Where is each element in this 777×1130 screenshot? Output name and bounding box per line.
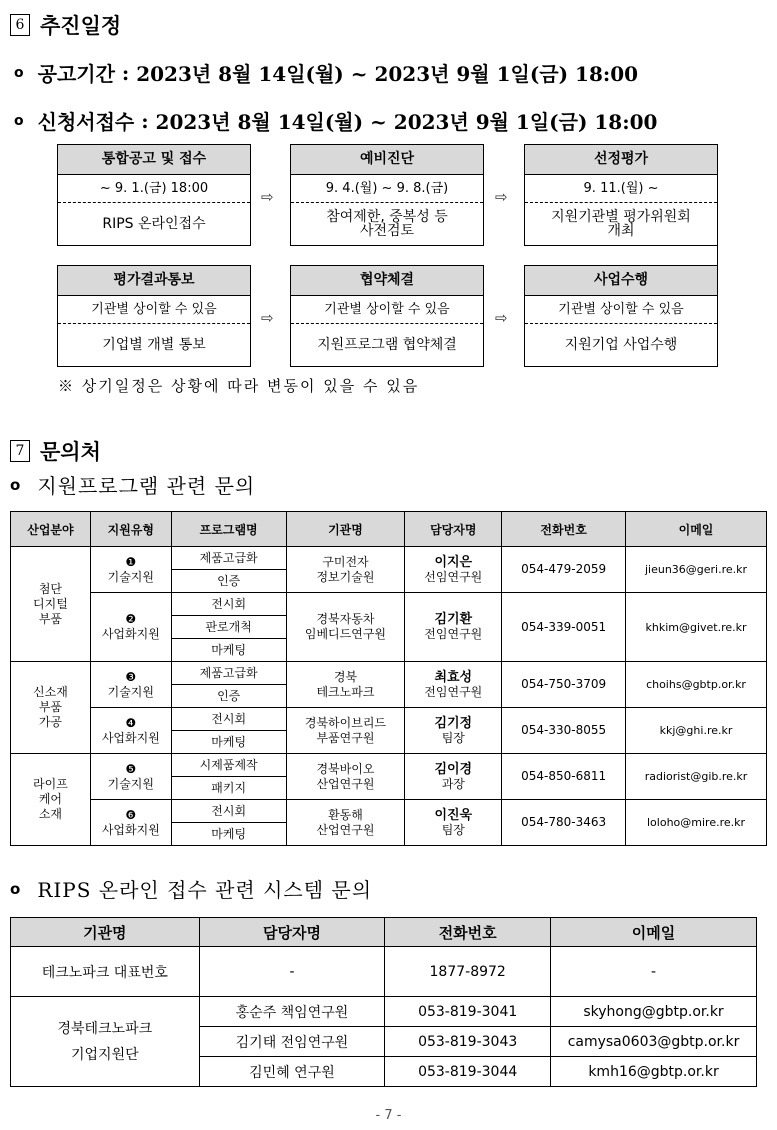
subheading-text: RIPS 온라인 접수 관련 시스템 문의 (37, 878, 373, 902)
bullet-marker: o (10, 879, 22, 898)
section-6-heading (10, 10, 121, 40)
org-cell: 경북자동차 임베디드연구원 (286, 593, 405, 662)
person-cell (405, 593, 502, 662)
flow-step-3 (524, 144, 718, 246)
phone-cell: 1877-8972 (385, 947, 551, 997)
org-cell: 경북바이오 산업연구원 (286, 754, 405, 800)
program-cell: 전시회 (171, 800, 286, 823)
bullet-marker: o (10, 475, 22, 494)
org-cell: 구미전자 정보기술원 (286, 547, 405, 593)
program-cell: 인증 (171, 685, 286, 708)
table-header-row (11, 512, 767, 547)
person-title: 전임연구원 (424, 684, 483, 699)
person-cell (405, 800, 502, 846)
header-cell: 기관명 (286, 512, 405, 547)
support-type-cell (90, 593, 171, 662)
header-cell: 담당자명 (199, 918, 385, 947)
flow-step-1 (57, 144, 251, 246)
email-cell: choihs@gbtp.or.kr (626, 662, 767, 708)
support-type: 기술지원 (107, 569, 154, 584)
flow-step-desc: 참여제한, 중복성 등 사전검토 (326, 209, 448, 239)
person-cell (405, 662, 502, 708)
flow-step-6 (524, 265, 718, 367)
phone-cell: 053-819-3044 (385, 1057, 551, 1087)
section-title: 추진일정 (40, 14, 122, 38)
bullet-value: 2023년 8월 14일(월) ~ 2023년 9월 1일(금) 18:00 (155, 110, 658, 134)
sector-cell: 첨단 디지털 부품 (11, 547, 91, 662)
program-cell: 패키지 (171, 777, 286, 800)
bullet-label: 공고기간 (37, 62, 115, 86)
email-cell: kkj@ghi.re.kr (626, 708, 767, 754)
table-header-row (11, 918, 757, 947)
bullet-marker: o (14, 112, 24, 129)
flow-step-title: 예비진단 (291, 145, 483, 175)
table-row (11, 593, 767, 616)
bullet-separator: : (134, 108, 156, 133)
person-title: 선임연구원 (424, 569, 483, 584)
flow-step-title: 협약체결 (291, 266, 483, 296)
page-number: - 7 - (375, 1108, 402, 1123)
phone-cell: 054-780-3463 (502, 800, 626, 846)
schedule-note: ※ 상기일정은 상황에 따라 변동이 있을 수 있음 (58, 377, 420, 395)
phone-cell: 054-479-2059 (502, 547, 626, 593)
bullet-label: 신청서접수 (37, 110, 135, 134)
program-cell: 판로개척 (171, 616, 286, 639)
support-type: 사업화지원 (101, 730, 160, 745)
program-cell: 마케팅 (171, 731, 286, 754)
org-cell: 테크노파크 대표번호 (11, 947, 200, 997)
email-cell: khkim@givet.re.kr (626, 593, 767, 662)
table-row (11, 662, 767, 685)
support-type: 사업화지원 (101, 822, 160, 837)
rips-contact-table (10, 917, 757, 1087)
flow-connector-line (717, 246, 718, 266)
program-cell: 전시회 (171, 708, 286, 731)
flow-step-date: 9. 11.(월) ~ (525, 175, 717, 203)
support-type: 사업화지원 (101, 627, 160, 641)
header-cell: 전화번호 (502, 512, 626, 547)
program-cell: 제품고급화 (171, 547, 286, 570)
phone-cell: 054-339-0051 (502, 593, 626, 662)
flow-step-5 (290, 265, 484, 367)
person-cell: 김기태 전임연구원 (199, 1027, 385, 1057)
person-cell (405, 754, 502, 800)
header-cell: 이메일 (626, 512, 767, 547)
email-cell: jieun36@geri.re.kr (626, 547, 767, 593)
support-type: 기술지원 (107, 776, 154, 791)
phone-cell: 053-819-3041 (385, 997, 551, 1027)
table-row (11, 947, 757, 997)
flow-step-title: 평가결과통보 (58, 266, 250, 296)
header-cell: 기관명 (11, 918, 200, 947)
flow-step-title: 통합공고 및 접수 (58, 145, 250, 175)
bullet-application-period (14, 106, 657, 135)
subheading-rips-inquiry (10, 874, 372, 903)
section-7-heading (10, 436, 101, 466)
sector-cell: 라이프 케어 소재 (11, 754, 91, 846)
flow-step-title: 사업수행 (525, 266, 717, 296)
number-mark-icon: ❺ (125, 761, 137, 776)
email-cell: radiorist@gib.re.kr (626, 754, 767, 800)
flow-step-date: 기관별 상이할 수 있음 (291, 296, 483, 324)
phone-cell: 053-819-3043 (385, 1027, 551, 1057)
flow-step-date: 기관별 상이할 수 있음 (58, 296, 250, 324)
flow-step-desc: RIPS 온라인접수 (102, 216, 206, 232)
arrow-right-icon: ⇨ (495, 188, 508, 206)
table-row (11, 800, 767, 823)
table-row (11, 547, 767, 570)
support-type-cell (90, 547, 171, 593)
program-cell: 인증 (171, 570, 286, 593)
support-type-cell (90, 800, 171, 846)
support-type-cell (90, 662, 171, 708)
table-row (11, 754, 767, 777)
email-cell: - (551, 947, 757, 997)
bullet-separator: : (114, 60, 137, 85)
arrow-right-icon: ⇨ (261, 309, 274, 327)
org-cell: 경북테크노파크 기업지원단 (11, 997, 200, 1087)
number-mark-icon: ❻ (125, 807, 137, 822)
arrow-right-icon: ⇨ (495, 309, 508, 327)
bullet-value: 2023년 8월 14일(월) ~ 2023년 9월 1일(금) 18:00 (136, 62, 639, 86)
support-type-cell (90, 754, 171, 800)
flow-step-date: ~ 9. 1.(금) 18:00 (58, 175, 250, 203)
flow-step-date: 9. 4.(월) ~ 9. 8.(금) (291, 175, 483, 203)
phone-cell: 054-750-3709 (502, 662, 626, 708)
person-title: 과장 (441, 776, 465, 791)
table-row (11, 708, 767, 731)
person-cell (405, 547, 502, 593)
subheading-program-inquiry (10, 470, 255, 499)
flow-step-desc: 지원프로그램 협약체결 (317, 337, 457, 353)
person-title: 전임연구원 (424, 627, 483, 641)
program-cell: 마케팅 (171, 823, 286, 846)
flow-step-desc: 지원기관별 평가위원회 개최 (551, 209, 691, 239)
header-cell: 담당자명 (405, 512, 502, 547)
person-cell: 김민혜 연구원 (199, 1057, 385, 1087)
flow-step-desc: 기업별 개별 통보 (102, 337, 206, 353)
program-cell: 전시회 (171, 593, 286, 616)
number-mark-icon: ❶ (125, 554, 137, 569)
section-title: 문의처 (40, 440, 101, 464)
section-number-box: 6 (10, 14, 30, 36)
person-cell (405, 708, 502, 754)
header-cell: 프로그램명 (171, 512, 286, 547)
program-cell: 제품고급화 (171, 662, 286, 685)
org-cell: 경북 테크노파크 (286, 662, 405, 708)
email-cell: loloho@mire.re.kr (626, 800, 767, 846)
person-title: 팀장 (441, 822, 465, 837)
person-cell: 홍순주 책임연구원 (199, 997, 385, 1027)
subheading-text: 지원프로그램 관련 문의 (37, 474, 256, 498)
table-row (11, 997, 757, 1027)
phone-cell: 054-330-8055 (502, 708, 626, 754)
header-cell: 지원유형 (90, 512, 171, 547)
program-cell: 마케팅 (171, 639, 286, 662)
flow-step-date: 기관별 상이할 수 있음 (525, 296, 717, 324)
flow-step-2 (290, 144, 484, 246)
person-name: 김기정 (434, 715, 473, 731)
person-cell: - (199, 947, 385, 997)
program-cell: 시제품제작 (171, 754, 286, 777)
org-cell: 환동해 산업연구원 (286, 800, 405, 846)
person-name: 최효성 (434, 669, 473, 685)
number-mark-icon: ❸ (125, 669, 137, 684)
person-title: 팀장 (441, 730, 465, 745)
person-name: 이진욱 (434, 807, 473, 823)
email-cell: skyhong@gbtp.or.kr (551, 997, 757, 1027)
header-cell: 전화번호 (385, 918, 551, 947)
header-cell: 이메일 (551, 918, 757, 947)
number-mark-icon: ❹ (125, 715, 137, 730)
flow-step-4 (57, 265, 251, 367)
arrow-right-icon: ⇨ (261, 188, 274, 206)
bullet-announcement-period (14, 58, 638, 87)
person-name: 김기환 (434, 612, 473, 627)
person-name: 이지은 (434, 554, 473, 570)
phone-cell: 054-850-6811 (502, 754, 626, 800)
number-mark-icon: ❷ (125, 612, 137, 626)
email-cell: camysa0603@gbtp.or.kr (551, 1027, 757, 1057)
program-contact-table (10, 511, 767, 846)
sector-cell: 신소재 부품 가공 (11, 662, 91, 754)
section-number-box: 7 (10, 440, 30, 462)
support-type-cell (90, 708, 171, 754)
flow-step-desc: 지원기업 사업수행 (564, 337, 678, 353)
email-cell: kmh16@gbtp.or.kr (551, 1057, 757, 1087)
bullet-marker: o (14, 64, 24, 81)
flow-step-title: 선정평가 (525, 145, 717, 175)
org-cell: 경북하이브리드 부품연구원 (286, 708, 405, 754)
header-cell: 산업분야 (11, 512, 91, 547)
support-type: 기술지원 (107, 684, 154, 699)
person-name: 김이경 (434, 761, 473, 777)
